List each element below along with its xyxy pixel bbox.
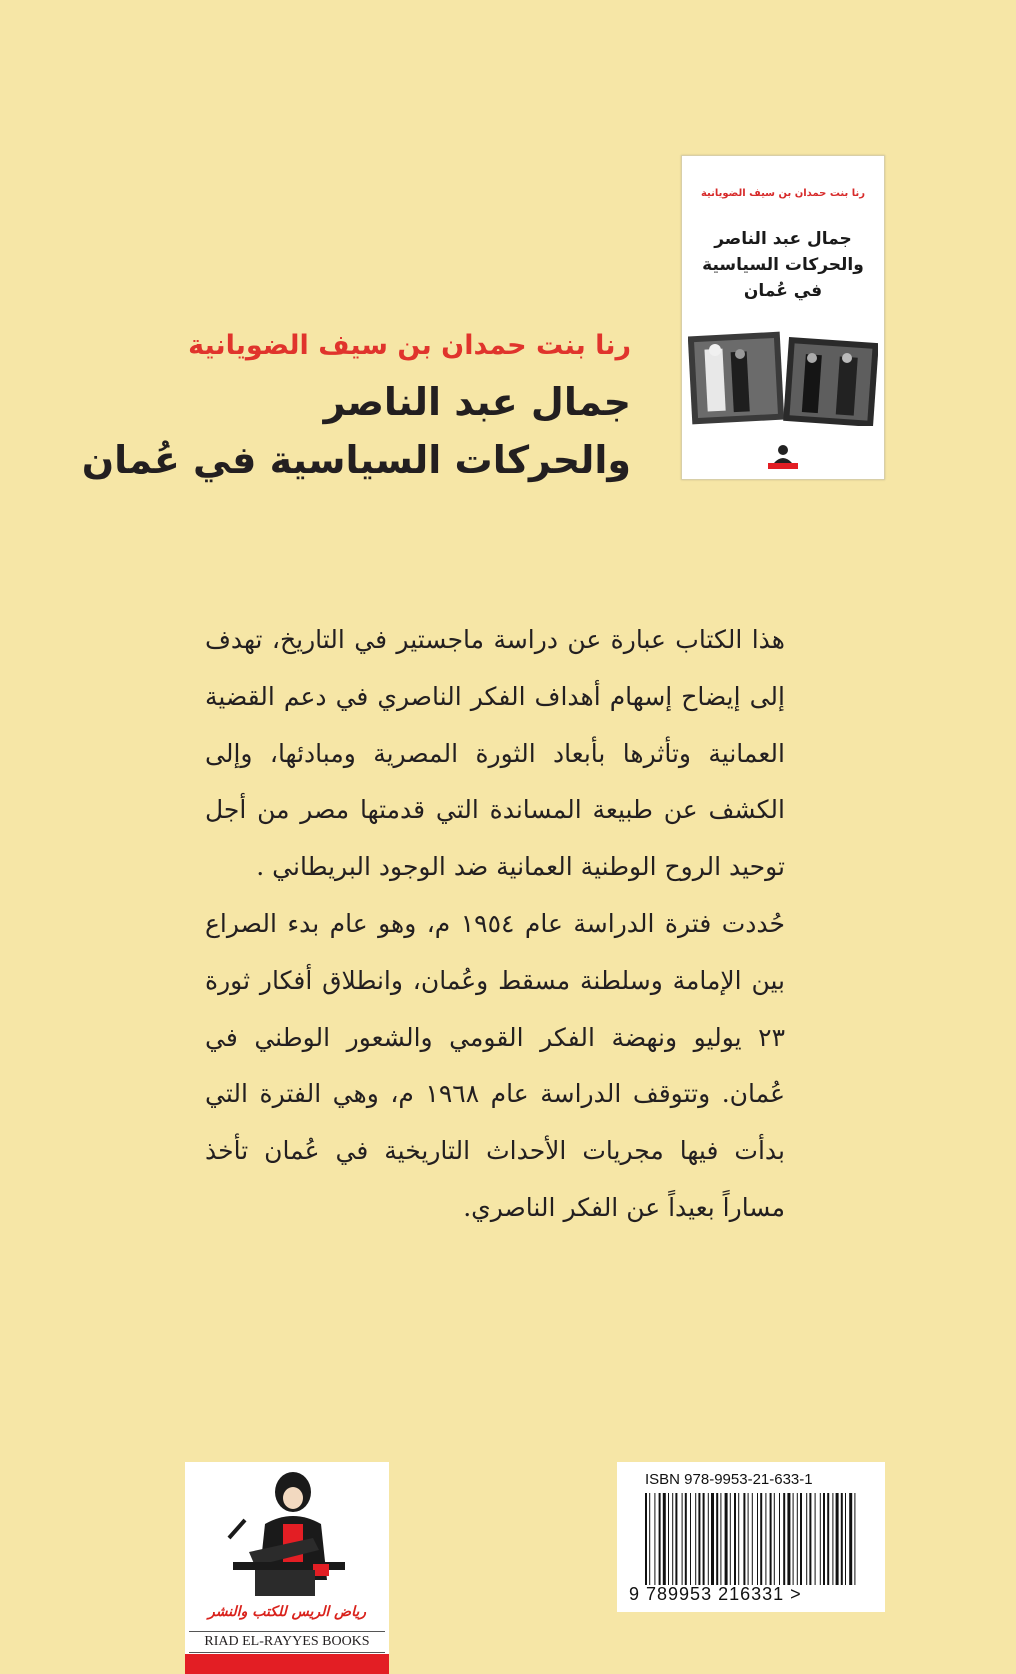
barcode-digits: 9 789953 216331 > bbox=[629, 1584, 802, 1604]
publisher-red-band bbox=[185, 1654, 389, 1674]
thumbnail-author: رنا بنت حمدان بن سيف الضويانية bbox=[700, 188, 866, 199]
thumbnail-title bbox=[690, 226, 876, 304]
thumbnail-publisher-logo bbox=[768, 443, 798, 469]
book-title-line2: والحركات السياسية في عُمان bbox=[81, 438, 631, 482]
publisher-figure-icon bbox=[215, 1468, 359, 1602]
publisher-logo bbox=[185, 1462, 389, 1674]
thumbnail-photos bbox=[688, 326, 878, 426]
barcode-bars bbox=[645, 1493, 859, 1585]
photo-left bbox=[688, 332, 784, 425]
book-description bbox=[205, 612, 785, 1237]
publisher-name-arabic: رياض الريس للكتب والنشر bbox=[207, 1604, 367, 1620]
thumbnail-title-line2: والحركات السياسية في عُمان bbox=[702, 255, 864, 301]
isbn-number: ISBN 978-9953-21-633-1 bbox=[645, 1471, 813, 1488]
book-title-line1: جمال عبد الناصر bbox=[323, 380, 631, 424]
author-name: رنا بنت حمدان بن سيف الضويانية bbox=[188, 330, 631, 361]
photo-right bbox=[783, 337, 878, 426]
isbn-barcode bbox=[617, 1462, 885, 1612]
description-paragraph-1: هذا الكتاب عبارة عن دراسة ماجستير في التاريخ، تهدف إلى إيضاح إسهام أهداف الفكر الناصري في دعم القضية العمانية وتأثرها بأبعاد الثورة المصرية ومبادئها، وإلى الكشف عن طبيعة المساندة التي قدمتها مصر من أجل توحيد الروح الوطنية العمانية ضد الوجود البريطاني . bbox=[205, 625, 785, 882]
thumbnail-title-line1: جمال عبد الناصر bbox=[714, 229, 852, 249]
front-cover-thumbnail bbox=[681, 155, 885, 480]
publisher-name-english: RIAD EL-RAYYES BOOKS bbox=[189, 1631, 385, 1653]
description-paragraph-2: حُددت فترة الدراسة عام ١٩٥٤ م، وهو عام بدء الصراع بين الإمامة وسلطنة مسقط وعُمان، وانطلاق أفكار ثورة ٢٣ يوليو ونهضة الفكر القومي والشعور الوطني في عُمان. وتتوقف الدراسة عام ١٩٦٨ م، وهي الفترة التي بدأت فيها مجريات الأحداث التاريخية في عُمان تأخذ مساراً بعيداً عن الفكر الناصري. bbox=[205, 908, 785, 1222]
